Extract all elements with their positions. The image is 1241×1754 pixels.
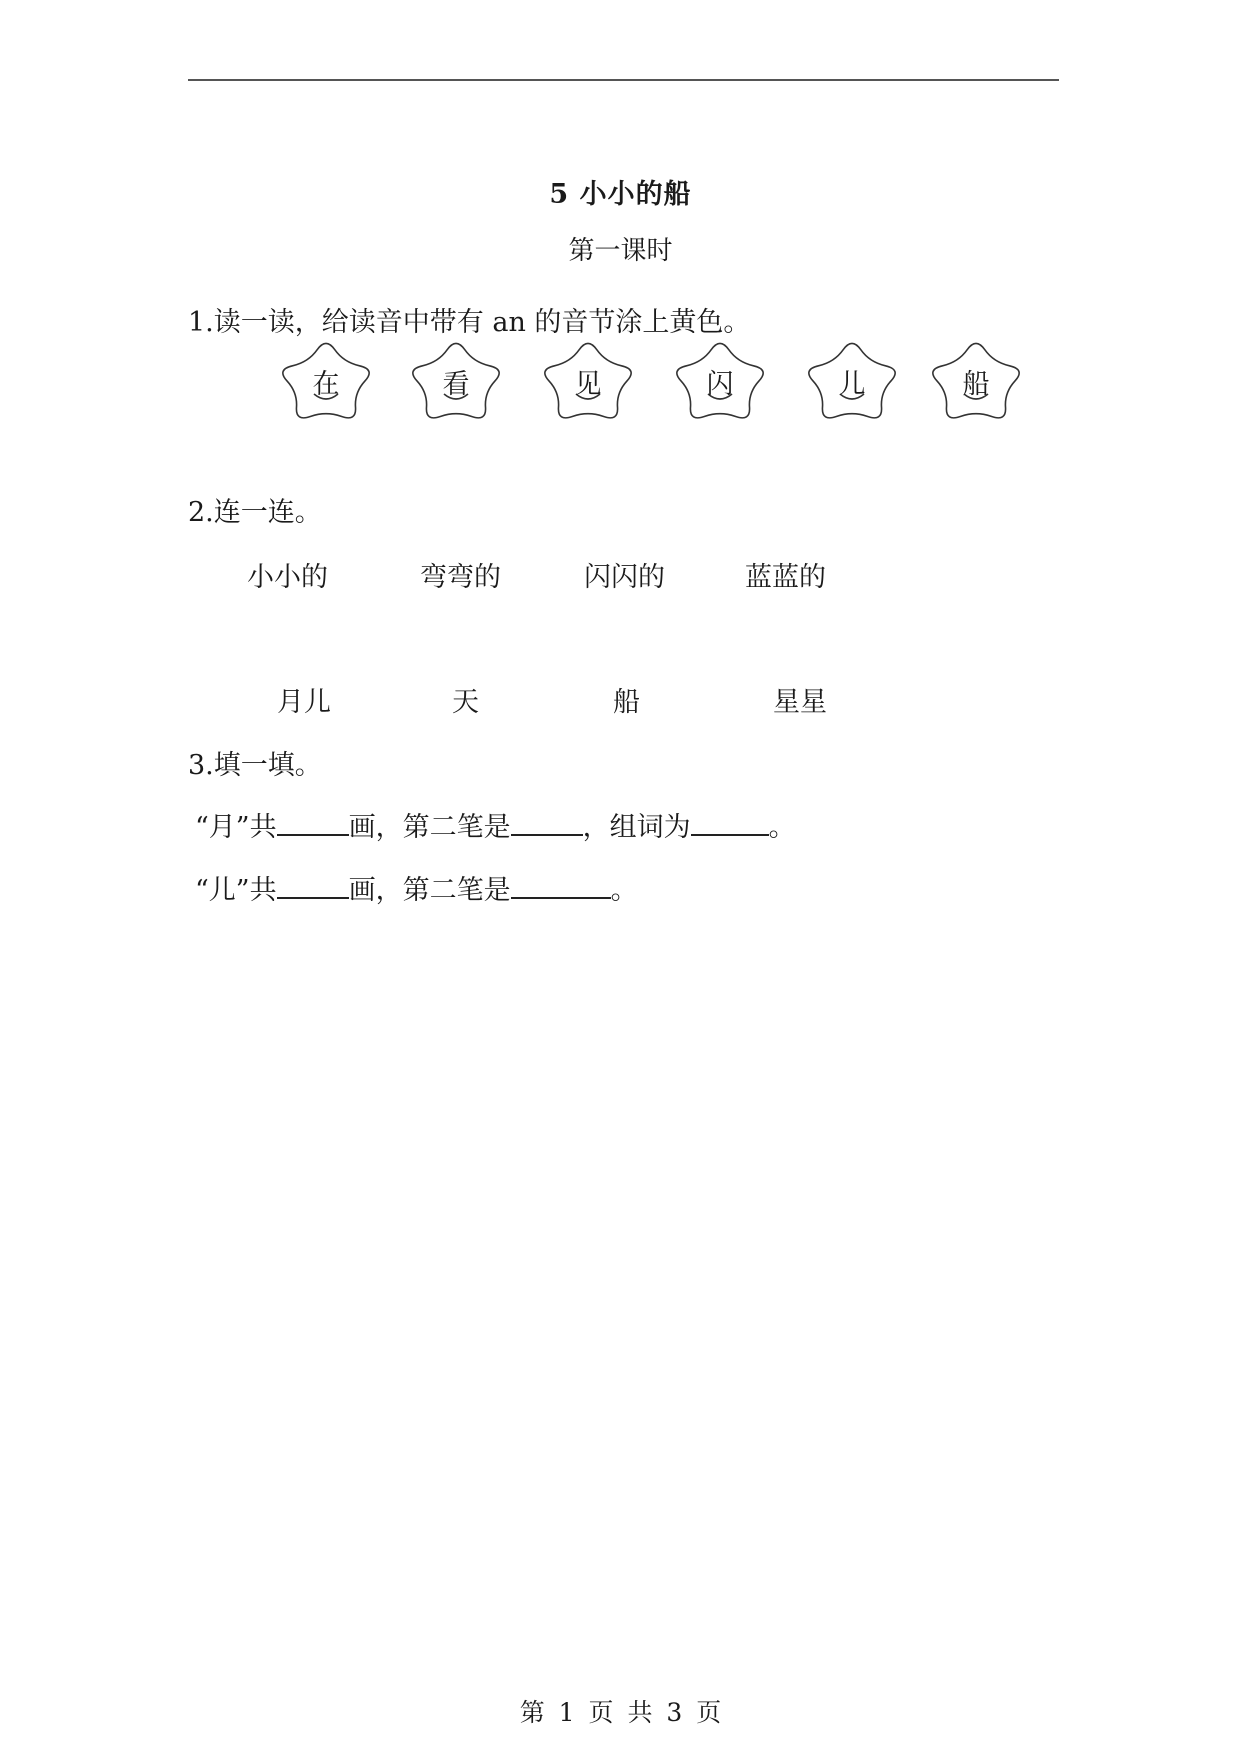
star-character: 儿 (838, 369, 866, 400)
fill-text: 。 (610, 875, 638, 906)
question-3-prompt: 3.填一填。 (188, 750, 322, 781)
match-top-word[interactable]: 闪闪的 (584, 562, 665, 593)
lesson-subtitle: 第一课时 (568, 236, 673, 266)
star-character: 在 (312, 369, 340, 400)
match-top-word[interactable]: 弯弯的 (420, 562, 501, 593)
match-top-word[interactable]: 小小的 (247, 562, 328, 593)
star-shape[interactable] (664, 330, 776, 434)
answer-blank-second-stroke[interactable] (511, 808, 583, 836)
header-rule (188, 79, 1059, 81)
star-character: 见 (574, 369, 602, 400)
answer-blank-word[interactable] (691, 808, 769, 836)
fill-text: “月”共 (195, 812, 277, 843)
star-shape[interactable] (920, 330, 1032, 434)
match-bottom-word[interactable]: 船 (613, 687, 640, 718)
fill-text: “儿”共 (195, 875, 277, 906)
fill-line-1 (195, 805, 796, 844)
fill-text: ，组词为 (582, 812, 691, 843)
fill-line-2 (195, 868, 638, 907)
fill-text: 画，第二笔是 (348, 812, 511, 843)
star-shape[interactable] (270, 330, 382, 434)
lesson-title: 5 小小的船 (549, 179, 692, 210)
match-top-word[interactable]: 蓝蓝的 (745, 562, 826, 593)
page-footer: 第 1 页 共 3 页 (519, 1698, 722, 1727)
star-shape[interactable] (796, 330, 908, 434)
fill-text: 。 (768, 812, 796, 843)
question-1-prompt: 1.读一读，给读音中带有 an 的音节涂上黄色。 (188, 307, 751, 338)
star-shape[interactable] (532, 330, 644, 434)
star-row (270, 330, 1070, 440)
answer-blank-second-stroke[interactable] (511, 871, 611, 899)
star-character: 闪 (706, 369, 734, 400)
star-character: 看 (442, 369, 470, 400)
star-shape[interactable] (400, 330, 512, 434)
answer-blank-strokes[interactable] (277, 808, 349, 836)
fill-text: 画，第二笔是 (348, 875, 511, 906)
star-character: 船 (962, 369, 990, 400)
match-bottom-word[interactable]: 星星 (773, 687, 827, 718)
match-bottom-word[interactable]: 天 (452, 687, 479, 718)
answer-blank-strokes[interactable] (277, 871, 349, 899)
match-bottom-word[interactable]: 月儿 (277, 687, 331, 718)
question-2-prompt: 2.连一连。 (188, 497, 322, 528)
